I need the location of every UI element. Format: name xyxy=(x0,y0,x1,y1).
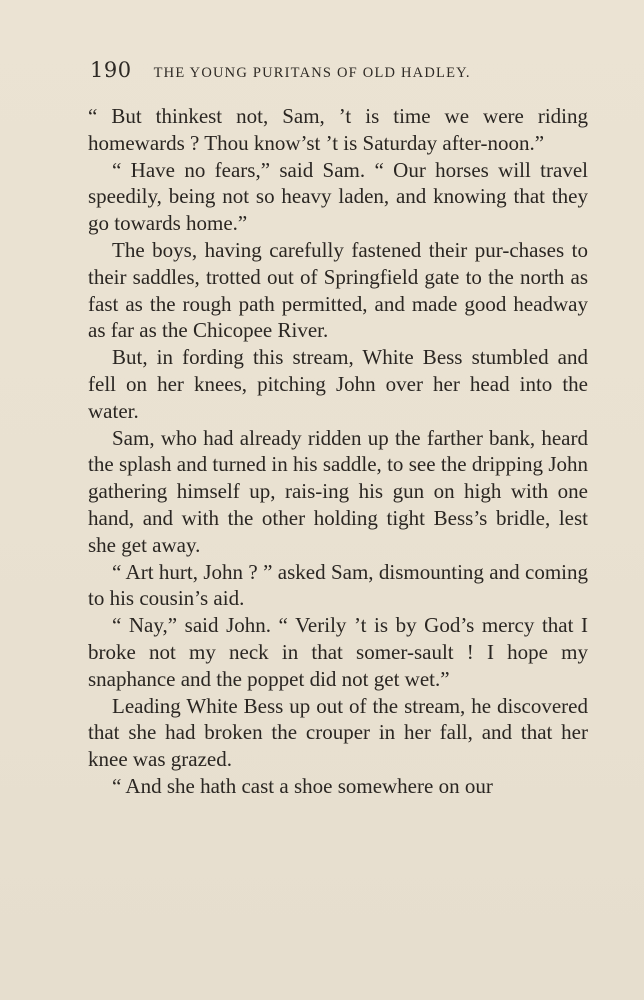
page-header xyxy=(90,58,590,92)
paragraph: “ Have no fears,” said Sam. “ Our horses will travel speedily, being not so heavy laden, and knowing that they go towards home.” xyxy=(88,157,588,236)
paragraph: “ Nay,” said John. “ Verily ’t is by God’s mercy that I broke not my neck in that somer-sault ! I hope my snaphance and the poppet did not get wet.” xyxy=(88,613,588,691)
paragraph: Leading White Bess up out of the stream, he discovered that she had broken the crouper in her fall, and that her knee was grazed. xyxy=(88,693,588,772)
page-number: 190 xyxy=(90,58,132,82)
running-head: THE YOUNG PURITANS OF OLD HADLEY. xyxy=(153,65,471,81)
page-body xyxy=(88,103,588,800)
paragraph: The boys, having carefully fastened their pur-chases to their saddles, trotted out of Springfield gate to the north as fast as the rough path permitted, and made good headway as far as the Chicopee River. xyxy=(88,237,588,343)
paragraph: “ Art hurt, John ? ” asked Sam, dismounting and coming to his cousin’s aid. xyxy=(88,559,588,611)
paragraph: But, in fording this stream, White Bess stumbled and fell on her knees, pitching John over her head into the water. xyxy=(88,345,588,423)
paragraph: “ But thinkest not, Sam, ’t is time we were riding homewards ? Thou know’st ’t is Saturday after-noon.” xyxy=(88,104,588,155)
paragraph: Sam, who had already ridden up the farther bank, heard the splash and turned in his saddle, to see the dripping John gathering himself up, rais-ing his gun on high with one hand, and with the other holding tight Bess’s bridle, lest she get away. xyxy=(88,425,588,557)
paragraph: “ And she hath cast a shoe somewhere on our xyxy=(112,773,493,798)
